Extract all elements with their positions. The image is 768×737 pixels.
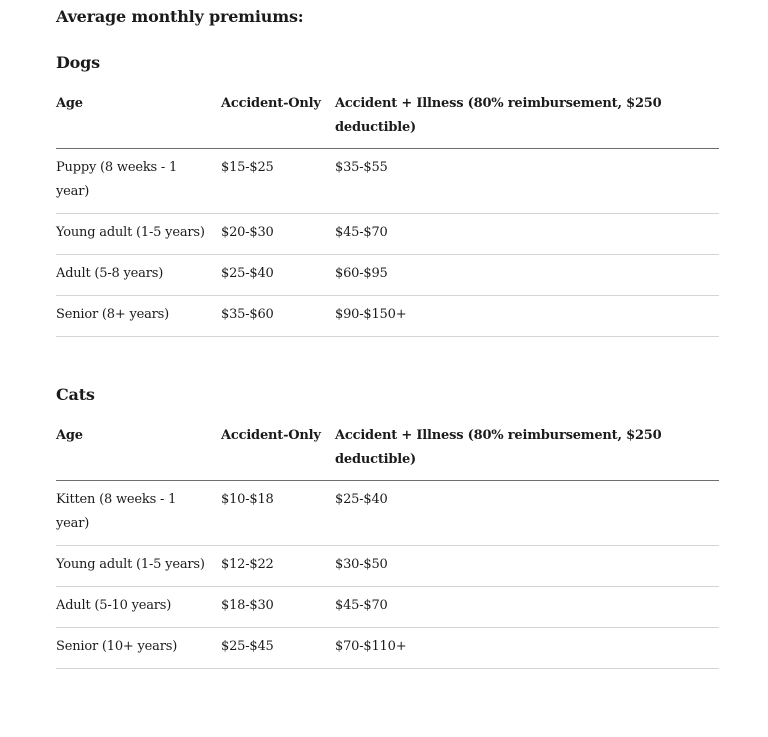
premiums-intro: Average monthly premiums: [56,7,304,26]
column-header-accident-illness: Accident + Illness (80% reimbursement, $250 deductible) [335,424,719,481]
age-cell: Kitten (8 weeks - 1 year) [56,481,221,546]
dogs-heading: Dogs [56,53,100,72]
accident-illness-cell: $25-$40 [335,481,719,546]
table-row [56,587,719,628]
accident-only-cell: $25-$45 [221,628,335,669]
table-row [56,628,719,669]
table-row [56,546,719,587]
accident-only-cell: $35-$60 [221,296,335,337]
accident-only-cell: $18-$30 [221,587,335,628]
accident-illness-cell: $70-$110+ [335,628,719,669]
cats-premium-table [56,424,719,669]
column-header-accident-only: Accident-Only [221,92,335,149]
column-header-accident-illness: Accident + Illness (80% reimbursement, $250 deductible) [335,92,719,149]
accident-only-cell: $25-$40 [221,255,335,296]
accident-illness-cell: $45-$70 [335,587,719,628]
accident-illness-cell: $35-$55 [335,149,719,214]
age-cell: Puppy (8 weeks - 1 year) [56,149,221,214]
age-cell: Senior (8+ years) [56,296,221,337]
accident-only-cell: $10-$18 [221,481,335,546]
table-row [56,296,719,337]
accident-illness-cell: $60-$95 [335,255,719,296]
age-cell: Adult (5-10 years) [56,587,221,628]
table-header-row [56,92,719,149]
dogs-premium-table [56,92,719,337]
column-header-accident-only: Accident-Only [221,424,335,481]
age-cell: Young adult (1-5 years) [56,546,221,587]
cats-heading: Cats [56,385,95,404]
column-header-age: Age [56,424,221,481]
age-cell: Senior (10+ years) [56,628,221,669]
age-cell: Young adult (1-5 years) [56,214,221,255]
accident-only-cell: $15-$25 [221,149,335,214]
article-content [56,0,719,669]
accident-illness-cell: $45-$70 [335,214,719,255]
accident-only-cell: $20-$30 [221,214,335,255]
accident-illness-cell: $90-$150+ [335,296,719,337]
table-row [56,214,719,255]
age-cell: Adult (5-8 years) [56,255,221,296]
table-row [56,149,719,214]
table-row [56,481,719,546]
accident-illness-cell: $30-$50 [335,546,719,587]
column-header-age: Age [56,92,221,149]
accident-only-cell: $12-$22 [221,546,335,587]
table-row [56,255,719,296]
table-header-row [56,424,719,481]
